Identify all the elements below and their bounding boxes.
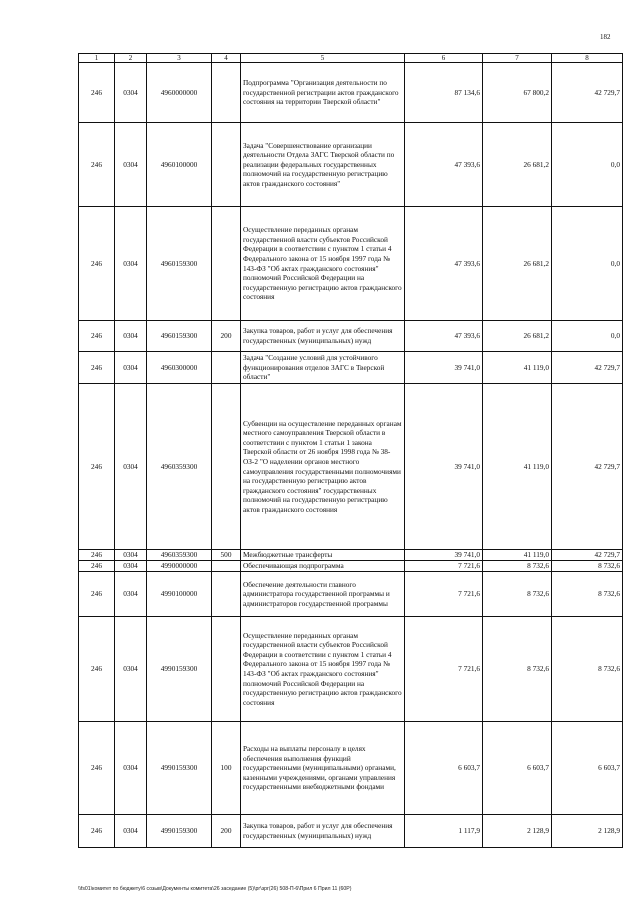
header-cell: 6 bbox=[405, 54, 483, 63]
table-row bbox=[79, 550, 623, 561]
amount-year3-cell: 2 128,9 bbox=[552, 815, 623, 848]
amount-year1-cell: 47 393,6 bbox=[405, 123, 483, 207]
header-cell: 4 bbox=[212, 54, 241, 63]
section-cell: 0304 bbox=[115, 63, 147, 123]
section-cell: 0304 bbox=[115, 207, 147, 321]
code-cell: 246 bbox=[79, 561, 115, 572]
amount-year2-cell: 8 732,6 bbox=[483, 572, 552, 617]
section-cell: 0304 bbox=[115, 815, 147, 848]
table-row bbox=[79, 352, 623, 384]
amount-year1-cell: 87 134,6 bbox=[405, 63, 483, 123]
target-article-cell: 4990100000 bbox=[147, 572, 212, 617]
amount-year2-cell: 67 800,2 bbox=[483, 63, 552, 123]
code-cell: 246 bbox=[79, 572, 115, 617]
section-cell: 0304 bbox=[115, 123, 147, 207]
amount-year3-cell: 0,0 bbox=[552, 207, 623, 321]
code-cell: 246 bbox=[79, 550, 115, 561]
expense-type-cell bbox=[212, 384, 241, 550]
description-cell: Закупка товаров, работ и услуг для обеспечения государственных (муниципальных) нужд bbox=[241, 321, 405, 352]
expense-type-cell: 200 bbox=[212, 321, 241, 352]
expense-type-cell: 100 bbox=[212, 722, 241, 815]
amount-year1-cell: 39 741,0 bbox=[405, 384, 483, 550]
table-header-row bbox=[79, 54, 623, 63]
amount-year2-cell: 6 603,7 bbox=[483, 722, 552, 815]
amount-year3-cell: 0,0 bbox=[552, 123, 623, 207]
code-cell: 246 bbox=[79, 617, 115, 722]
amount-year1-cell: 7 721,6 bbox=[405, 572, 483, 617]
description-cell: Субвенции на осуществление переданных органам местного самоуправления Тверской области в соответствии с пунктом 1 статьи 1 закона Тверской области от 26 ноября 1998 года № 38-ОЗ-2 "О наделении органов местного самоуправления государственными полномочиями на государственную регистрацию актов гражданского состояния" государственных полномочий на государственную регистрацию актов гражданского состояния bbox=[241, 384, 405, 550]
table-row bbox=[79, 561, 623, 572]
code-cell: 246 bbox=[79, 722, 115, 815]
budget-table bbox=[78, 53, 623, 848]
target-article-cell: 4990159300 bbox=[147, 617, 212, 722]
code-cell: 246 bbox=[79, 321, 115, 352]
amount-year2-cell: 8 732,6 bbox=[483, 561, 552, 572]
section-cell: 0304 bbox=[115, 321, 147, 352]
table-row bbox=[79, 63, 623, 123]
expense-type-cell bbox=[212, 63, 241, 123]
section-cell: 0304 bbox=[115, 384, 147, 550]
table-row bbox=[79, 617, 623, 722]
amount-year3-cell: 8 732,6 bbox=[552, 617, 623, 722]
description-cell: Обеспечивающая подпрограмма bbox=[241, 561, 405, 572]
amount-year3-cell: 6 603,7 bbox=[552, 722, 623, 815]
target-article-cell: 4990159300 bbox=[147, 815, 212, 848]
description-cell: Задача "Создание условий для устойчивого функционирования отделов ЗАГС в Тверской области" bbox=[241, 352, 405, 384]
table-row bbox=[79, 321, 623, 352]
description-cell: Межбюджетные трансферты bbox=[241, 550, 405, 561]
section-cell: 0304 bbox=[115, 617, 147, 722]
table-row bbox=[79, 722, 623, 815]
amount-year2-cell: 41 119,0 bbox=[483, 550, 552, 561]
amount-year2-cell: 41 119,0 bbox=[483, 384, 552, 550]
description-cell: Осуществление переданных органам государственной власти субъектов Российской Федерации в соответствии с пунктом 1 статьи 4 Федерального закона от 15 ноября 1997 года № 143-ФЗ "Об актах гражданского состояния" полномочий Российской Федерации на государственную регистрацию актов гражданского состояния bbox=[241, 207, 405, 321]
header-cell: 3 bbox=[147, 54, 212, 63]
expense-type-cell: 500 bbox=[212, 550, 241, 561]
footer-path: \\fs01\комитет по бюджету\6 созыв\Документы комитета\26 заседание (5)\рг\зрг(26) 508-П-6\Прил 6 Прил 11 (60P) bbox=[78, 886, 352, 892]
amount-year3-cell: 42 729,7 bbox=[552, 352, 623, 384]
section-cell: 0304 bbox=[115, 722, 147, 815]
amount-year1-cell: 7 721,6 bbox=[405, 561, 483, 572]
target-article-cell: 4960300000 bbox=[147, 352, 212, 384]
code-cell: 246 bbox=[79, 815, 115, 848]
code-cell: 246 bbox=[79, 207, 115, 321]
table-row bbox=[79, 123, 623, 207]
header-cell: 8 bbox=[552, 54, 623, 63]
amount-year1-cell: 1 117,9 bbox=[405, 815, 483, 848]
header-cell: 7 bbox=[483, 54, 552, 63]
code-cell: 246 bbox=[79, 123, 115, 207]
code-cell: 246 bbox=[79, 352, 115, 384]
amount-year1-cell: 39 741,0 bbox=[405, 550, 483, 561]
amount-year1-cell: 47 393,6 bbox=[405, 207, 483, 321]
description-cell: Задача "Совершенствование организации деятельности Отдела ЗАГС Тверской области по реализации федеральных государственных полномочий на государственную регистрацию актов гражданского состояния" bbox=[241, 123, 405, 207]
expense-type-cell bbox=[212, 572, 241, 617]
amount-year1-cell: 7 721,6 bbox=[405, 617, 483, 722]
amount-year3-cell: 42 729,7 bbox=[552, 550, 623, 561]
header-cell: 2 bbox=[115, 54, 147, 63]
target-article-cell: 4960100000 bbox=[147, 123, 212, 207]
amount-year3-cell: 8 732,6 bbox=[552, 561, 623, 572]
amount-year3-cell: 8 732,6 bbox=[552, 572, 623, 617]
header-cell: 5 bbox=[241, 54, 405, 63]
section-cell: 0304 bbox=[115, 550, 147, 561]
description-cell: Обеспечение деятельности главного администратора государственной программы и администраторов государственной программы bbox=[241, 572, 405, 617]
amount-year2-cell: 8 732,6 bbox=[483, 617, 552, 722]
page-number: 182 bbox=[600, 33, 611, 41]
target-article-cell: 4960359300 bbox=[147, 550, 212, 561]
description-cell: Расходы на выплаты персоналу в целях обеспечения выполнения функций государственными (муниципальными) органами, казенными учреждениями, органами управления государственными внебюджетными фондами bbox=[241, 722, 405, 815]
target-article-cell: 4990159300 bbox=[147, 722, 212, 815]
target-article-cell: 4960000000 bbox=[147, 63, 212, 123]
table-row bbox=[79, 572, 623, 617]
description-cell: Подпрограмма "Организация деятельности по государственной регистрации актов гражданского состояния на территории Тверской области" bbox=[241, 63, 405, 123]
amount-year1-cell: 6 603,7 bbox=[405, 722, 483, 815]
expense-type-cell bbox=[212, 561, 241, 572]
amount-year1-cell: 47 393,6 bbox=[405, 321, 483, 352]
table-row bbox=[79, 384, 623, 550]
amount-year2-cell: 41 119,0 bbox=[483, 352, 552, 384]
target-article-cell: 4960159300 bbox=[147, 207, 212, 321]
section-cell: 0304 bbox=[115, 572, 147, 617]
amount-year2-cell: 26 681,2 bbox=[483, 207, 552, 321]
description-cell: Закупка товаров, работ и услуг для обеспечения государственных (муниципальных) нужд bbox=[241, 815, 405, 848]
amount-year2-cell: 26 681,2 bbox=[483, 321, 552, 352]
amount-year3-cell: 0,0 bbox=[552, 321, 623, 352]
table-row bbox=[79, 207, 623, 321]
expense-type-cell bbox=[212, 617, 241, 722]
target-article-cell: 4960359300 bbox=[147, 384, 212, 550]
amount-year3-cell: 42 729,7 bbox=[552, 63, 623, 123]
expense-type-cell bbox=[212, 207, 241, 321]
expense-type-cell: 200 bbox=[212, 815, 241, 848]
amount-year1-cell: 39 741,0 bbox=[405, 352, 483, 384]
expense-type-cell bbox=[212, 123, 241, 207]
code-cell: 246 bbox=[79, 384, 115, 550]
amount-year2-cell: 26 681,2 bbox=[483, 123, 552, 207]
target-article-cell: 4990000000 bbox=[147, 561, 212, 572]
section-cell: 0304 bbox=[115, 561, 147, 572]
code-cell: 246 bbox=[79, 63, 115, 123]
target-article-cell: 4960159300 bbox=[147, 321, 212, 352]
amount-year3-cell: 42 729,7 bbox=[552, 384, 623, 550]
amount-year2-cell: 2 128,9 bbox=[483, 815, 552, 848]
description-cell: Осуществление переданных органам государственной власти субъектов Российской Федерации в соответствии с пунктом 1 статьи 4 Федерального закона от 15 ноября 1997 года № 143-ФЗ "Об актах гражданского состояния" полномочий Российской Федерации на государственную регистрацию актов гражданского состояния bbox=[241, 617, 405, 722]
table-row bbox=[79, 815, 623, 848]
expense-type-cell bbox=[212, 352, 241, 384]
section-cell: 0304 bbox=[115, 352, 147, 384]
header-cell: 1 bbox=[79, 54, 115, 63]
